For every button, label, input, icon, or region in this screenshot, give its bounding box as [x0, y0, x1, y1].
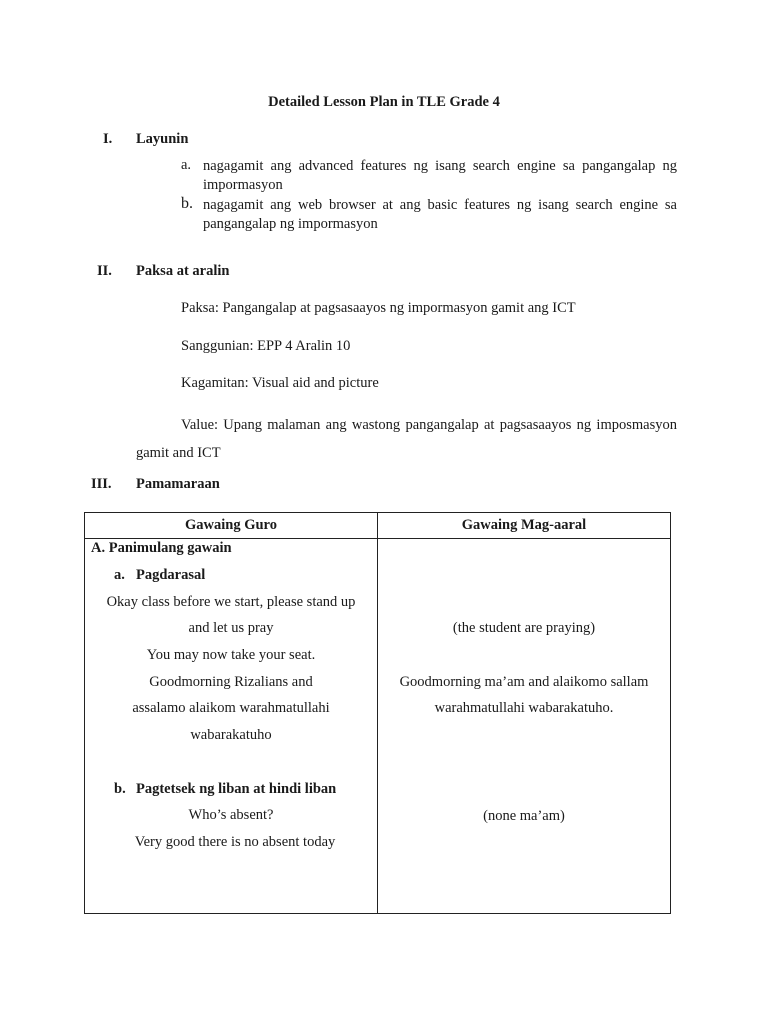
table-header-row [85, 513, 671, 539]
document-title: Detailed Lesson Plan in TLE Grade 4 [268, 94, 500, 110]
item-a-label: Pagdarasal [136, 567, 206, 583]
section-3-heading: Pamamaraan [136, 476, 220, 492]
item-a-marker: a. [114, 567, 125, 583]
objective-a-marker: a. [181, 157, 192, 173]
table-row [85, 539, 671, 914]
teacher-line: Okay class before we start, please stand up [106, 594, 356, 610]
kagamitan-line: Kagamitan: Visual aid and picture [181, 375, 379, 391]
student-line: (none ma’am) [483, 808, 565, 824]
item-b-marker: b. [114, 781, 126, 797]
paksa-label: Paksa: [181, 300, 219, 316]
section-2-heading: Paksa at aralin [136, 263, 230, 279]
item-b-label: Pagtetsek ng liban at hindi liban [136, 781, 337, 797]
student-line: Goodmorning ma’am and alaikomo sallam [399, 674, 649, 690]
objective-a-text: nagagamit ang advanced features ng isang search engine sa pangangalap ng impormasyon [203, 158, 677, 193]
objective-b-text: nagagamit ang web browser at ang basic features ng isang search engine sa pangangalap ng impormasyon [203, 197, 677, 232]
objective-b-marker: b. [181, 195, 193, 212]
student-line: (the student are praying) [452, 620, 596, 636]
teacher-line: assalamo alaikom warahmatullahi [132, 700, 330, 716]
header-gawaing-mag-aaral: Gawaing Mag-aaral [378, 513, 671, 539]
teacher-activities-cell [85, 539, 378, 914]
paksa-line [181, 300, 576, 317]
teacher-line: Very good there is no absent today [134, 834, 336, 850]
part-a-heading: A. Panimulang gawain [91, 540, 232, 556]
teacher-line: Who’s absent? [188, 807, 274, 823]
section-3-numeral: III. [91, 476, 112, 492]
sanggunian-line: Sanggunian: EPP 4 Aralin 10 [181, 338, 351, 354]
student-line: warahmatullahi wabarakatuho. [434, 700, 614, 716]
section-1-heading: Layunin [136, 131, 189, 147]
teacher-line: and let us pray [188, 620, 274, 636]
student-activities-cell [378, 539, 671, 914]
section-1-numeral: I. [103, 131, 113, 147]
value-paragraph: Value: Upang malaman ang wastong pangangalap at pagsasaayos ng imposmasyon gamit and ICT [136, 417, 677, 461]
lesson-procedure-table [84, 512, 671, 914]
teacher-line: You may now take your seat. [146, 647, 316, 663]
paksa-value: Pangangalap at pagsasaayos ng impormasyon gamit ang ICT [222, 300, 576, 316]
teacher-line: Goodmorning Rizalians and [149, 674, 313, 690]
teacher-line: wabarakatuho [190, 727, 272, 743]
section-2-numeral: II. [97, 263, 112, 279]
header-gawaing-guro: Gawaing Guro [85, 513, 378, 539]
